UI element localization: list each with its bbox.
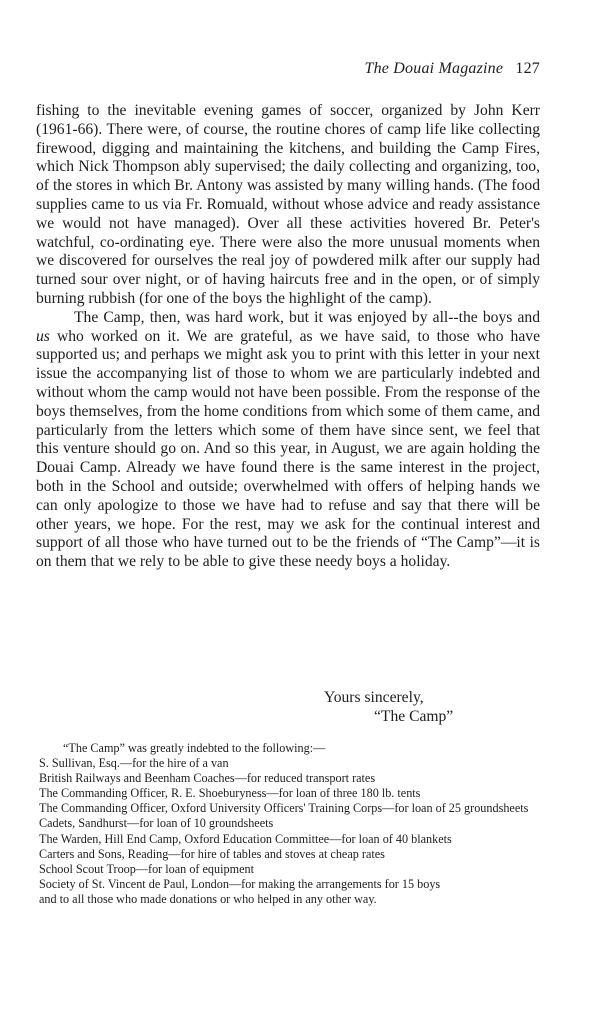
acknowledgement-item: The Commanding Officer, Oxford University Officers' Training Corps—for loan of 25 groundsheets	[39, 801, 529, 816]
running-header	[364, 60, 540, 78]
closing-line: Yours sincerely,	[324, 689, 424, 706]
acknowledgement-item: S. Sullivan, Esq.—for the hire of a van	[39, 756, 229, 771]
acknowledgement-item: School Scout Troop—for loan of equipment	[39, 861, 254, 876]
acknowledgements-list	[39, 741, 542, 907]
acknowledgements-intro: “The Camp” was greatly indebted to the following:—	[63, 741, 326, 755]
acknowledgement-item: The Commanding Officer, R. E. Shoeburyness—for loan of three 180 lb. tents	[39, 786, 421, 801]
acknowledgement-item: Society of St. Vincent de Paul, London—for making the arrangements for 15 boys	[39, 876, 441, 891]
magazine-title: The Douai Magazine	[364, 60, 504, 77]
letter-body	[36, 102, 540, 572]
page-number: 127	[515, 60, 540, 77]
paragraph-2-start: The Camp, then, was hard work, but it was enjoyed by all--the boys and	[74, 308, 540, 326]
paragraph-1: fishing to the inevitable evening games of soccer, organized by John Kerr (1961-66). There were, of course, the routine chores of camp life like collecting firewood, digging and maintaining the kitchens, and building the Camp Fires, which Nick Thompson ably supervised; the daily collecting and organizing, too, of the stores in which Br. Antony was assisted by many willing hands. (The food supplies came to us via Fr. Romuald, without whose advice and ready assistance we would not have managed). Over all these activities hovered Br. Peter's watchful, co-ordinating eye. There were also the more unusual moments when we discovered for ourselves the real joy of powdered milk after our supply had turned sour over night, or of having haircuts free and in the open, or of simply burning rubbish (for one of the boys the highlight of the camp).	[36, 102, 540, 307]
acknowledgement-item: Cadets, Sandhurst—for loan of 10 groundsheets	[39, 816, 274, 831]
acknowledgement-item: and to all those who made donations or who helped in any other way.	[39, 891, 377, 906]
acknowledgement-item: The Warden, Hill End Camp, Oxford Education Committee—for loan of 40 blankets	[39, 831, 452, 846]
paragraph-2-emphasis: us	[36, 327, 50, 345]
paragraph-2	[36, 309, 540, 572]
acknowledgement-item: Carters and Sons, Reading—for hire of tables and stoves at cheap rates	[39, 846, 385, 861]
signature-line: “The Camp”	[374, 708, 454, 725]
acknowledgement-item: British Railways and Beenham Coaches—for reduced transport rates	[39, 771, 376, 786]
paragraph-2-rest: who worked on it. We are grateful, as we have said, to those who have supported us; and perhaps we might ask you to print with this letter in your next issue the accompanying list of those to whom we are particularly indebted and without whom the camp would not have been possible. From the response of the boys themselves, from the home conditions from which some of them came, and particularly from the letters which some of them have since sent, we feel that this venture should go on. And so this year, in August, we are again holding the Douai Camp. Already we have found there is the same interest in the project, both in the School and outside; overwhelmed with offers of helping hands we can only apologize to those we have had to refuse and say that there will be other years, we hope. For the rest, may we ask for the continual interest and support of all those who have turned out to be the friends of “The Camp”—it is on them that we rely to be able to give these needy boys a holiday.	[36, 327, 540, 571]
